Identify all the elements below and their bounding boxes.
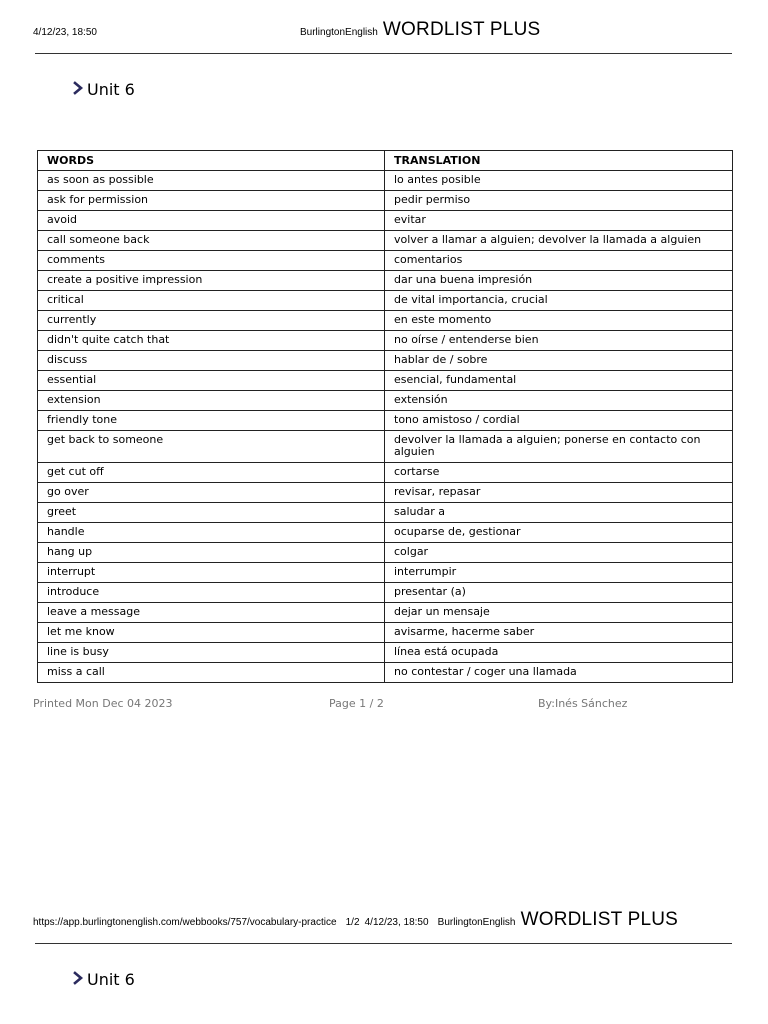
- word-cell: hang up: [38, 543, 385, 563]
- table-row: [38, 623, 733, 643]
- brand-name: BurlingtonEnglish: [300, 27, 378, 38]
- translation-cell: ocuparse de, gestionar: [385, 523, 733, 543]
- translation-cell: devolver la llamada a alguien; ponerse en contacto con alguien: [385, 431, 733, 463]
- translation-cell: línea está ocupada: [385, 643, 733, 663]
- word-cell: call someone back: [38, 231, 385, 251]
- word-cell: interrupt: [38, 563, 385, 583]
- translation-cell: extensión: [385, 391, 733, 411]
- print-timestamp: 4/12/23, 18:50: [33, 27, 97, 38]
- translation-cell: lo antes posible: [385, 171, 733, 191]
- translation-cell: tono amistoso / cordial: [385, 411, 733, 431]
- word-cell: go over: [38, 483, 385, 503]
- word-cell: introduce: [38, 583, 385, 603]
- translation-cell: en este momento: [385, 311, 733, 331]
- translation-cell: cortarse: [385, 463, 733, 483]
- table-body: [38, 171, 733, 683]
- table-row: [38, 331, 733, 351]
- table-row: [38, 291, 733, 311]
- table-row: [38, 463, 733, 483]
- word-cell: leave a message: [38, 603, 385, 623]
- word-cell: extension: [38, 391, 385, 411]
- translation-cell: revisar, repasar: [385, 483, 733, 503]
- word-cell: get cut off: [38, 463, 385, 483]
- translation-cell: no oírse / entenderse bien: [385, 331, 733, 351]
- table-header-row: [38, 151, 733, 171]
- table-row: [38, 503, 733, 523]
- translation-cell: comentarios: [385, 251, 733, 271]
- unit-heading: [73, 80, 135, 99]
- table-row: [38, 271, 733, 291]
- word-cell: greet: [38, 503, 385, 523]
- table-row: [38, 603, 733, 623]
- translation-cell: avisarme, hacerme saber: [385, 623, 733, 643]
- product-name-2: WORDLIST PLUS: [520, 909, 679, 930]
- header-divider-2: [35, 943, 732, 944]
- table-row: [38, 643, 733, 663]
- table-row: [38, 391, 733, 411]
- chevron-right-icon: [73, 80, 87, 99]
- header-divider: [35, 53, 732, 54]
- table-row: [38, 563, 733, 583]
- unit-title: Unit 6: [87, 80, 135, 99]
- page-count: 1/2: [345, 917, 360, 928]
- word-cell: essential: [38, 371, 385, 391]
- table-row: [38, 231, 733, 251]
- translation-cell: dar una buena impresión: [385, 271, 733, 291]
- wordlist-table: [37, 150, 733, 683]
- word-cell: critical: [38, 291, 385, 311]
- printed-date: Printed Mon Dec 04 2023: [33, 697, 173, 710]
- translation-cell: presentar (a): [385, 583, 733, 603]
- word-cell: currently: [38, 311, 385, 331]
- translation-cell: colgar: [385, 543, 733, 563]
- brand-name-2: BurlingtonEnglish: [437, 917, 516, 928]
- printed-by: By:Inés Sánchez: [538, 697, 628, 710]
- table-row: [38, 543, 733, 563]
- table-row: [38, 251, 733, 271]
- column-header-words: WORDS: [38, 151, 385, 171]
- word-cell: comments: [38, 251, 385, 271]
- translation-cell: saludar a: [385, 503, 733, 523]
- table-row: [38, 211, 733, 231]
- word-cell: avoid: [38, 211, 385, 231]
- translation-cell: hablar de / sobre: [385, 351, 733, 371]
- print-timestamp-2: 4/12/23, 18:50: [364, 917, 429, 928]
- word-cell: ask for permission: [38, 191, 385, 211]
- translation-cell: pedir permiso: [385, 191, 733, 211]
- page-break-line: [33, 909, 678, 931]
- translation-cell: volver a llamar a alguien; devolver la llamada a alguien: [385, 231, 733, 251]
- table-row: [38, 351, 733, 371]
- table-row: [38, 371, 733, 391]
- product-name: WORDLIST PLUS: [382, 19, 541, 40]
- word-cell: discuss: [38, 351, 385, 371]
- translation-cell: de vital importancia, crucial: [385, 291, 733, 311]
- page-header-title: [300, 19, 540, 41]
- chevron-right-icon: [73, 970, 87, 989]
- word-cell: get back to someone: [38, 431, 385, 463]
- word-cell: let me know: [38, 623, 385, 643]
- translation-cell: esencial, fundamental: [385, 371, 733, 391]
- table-row: [38, 663, 733, 683]
- table-row: [38, 431, 733, 463]
- table-row: [38, 583, 733, 603]
- unit-heading-2: [73, 970, 135, 989]
- translation-cell: evitar: [385, 211, 733, 231]
- word-cell: friendly tone: [38, 411, 385, 431]
- table-row: [38, 311, 733, 331]
- word-cell: didn't quite catch that: [38, 331, 385, 351]
- word-cell: line is busy: [38, 643, 385, 663]
- word-cell: miss a call: [38, 663, 385, 683]
- word-cell: handle: [38, 523, 385, 543]
- table-row: [38, 171, 733, 191]
- word-cell: as soon as possible: [38, 171, 385, 191]
- table-row: [38, 411, 733, 431]
- page-url: https://app.burlingtonenglish.com/webbooks/757/vocabulary-practice: [33, 917, 337, 928]
- page-number: Page 1 / 2: [329, 697, 384, 710]
- table-row: [38, 191, 733, 211]
- column-header-translation: TRANSLATION: [385, 151, 733, 171]
- word-cell: create a positive impression: [38, 271, 385, 291]
- unit-title-2: Unit 6: [87, 970, 135, 989]
- translation-cell: no contestar / coger una llamada: [385, 663, 733, 683]
- translation-cell: dejar un mensaje: [385, 603, 733, 623]
- table-row: [38, 523, 733, 543]
- table-row: [38, 483, 733, 503]
- translation-cell: interrumpir: [385, 563, 733, 583]
